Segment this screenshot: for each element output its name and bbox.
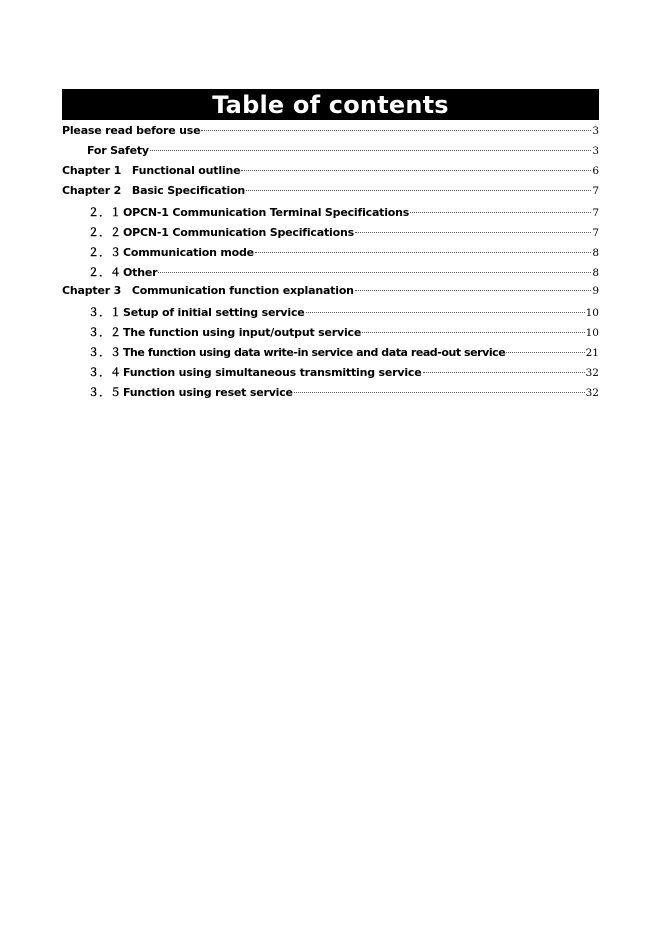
toc-entry-number: ３．１ [88, 306, 121, 319]
leader-dots [355, 289, 592, 291]
leader-dots [294, 391, 585, 393]
toc-entry[interactable] [62, 364, 599, 384]
leader-dots [150, 149, 591, 151]
leader-dots [423, 371, 585, 373]
toc-entry-page: 10 [585, 307, 599, 319]
toc-entry-label: Please read before use [62, 124, 201, 137]
toc-entry-label: Function using reset service [123, 386, 293, 399]
toc-entry[interactable] [62, 324, 599, 344]
toc-entry-number: ２．１ [88, 206, 121, 219]
toc-entry-number: ２．３ [88, 246, 121, 259]
toc-entry-number: ３．２ [88, 326, 121, 339]
toc-entry-label: Chapter 3 Communication function explanation [62, 284, 354, 297]
toc-entry-page: 8 [592, 247, 599, 259]
toc-entry-label: OPCN-1 Communication Terminal Specifications [123, 206, 410, 219]
toc-entry-page: 3 [592, 145, 599, 157]
toc-entry-label: Setup of initial setting service [123, 306, 305, 319]
toc-entry[interactable] [62, 224, 599, 244]
leader-dots [362, 331, 585, 333]
toc-entry-label: For Safety [87, 144, 149, 157]
toc-entry-page: 7 [592, 185, 599, 197]
toc-entry-label: The function using input/output service [123, 326, 362, 339]
toc-entry[interactable] [62, 184, 599, 204]
leader-dots [355, 231, 591, 233]
leader-dots [506, 351, 584, 353]
table-of-contents [62, 124, 599, 404]
toc-entry-page: 7 [592, 227, 599, 239]
toc-entry-page: 7 [592, 207, 599, 219]
toc-entry-page: 32 [585, 387, 599, 399]
toc-entry[interactable] [62, 204, 599, 224]
toc-entry-label: Other [123, 266, 158, 279]
toc-entry-label: Chapter 1 Functional outline [62, 164, 241, 177]
toc-entry-page: 9 [592, 285, 599, 297]
toc-entry-label: Communication mode [123, 246, 254, 259]
toc-entry-page: 10 [585, 327, 599, 339]
leader-dots [241, 169, 591, 171]
toc-entry[interactable] [62, 244, 599, 264]
toc-entry[interactable] [62, 264, 599, 284]
toc-entry[interactable] [62, 304, 599, 324]
toc-entry[interactable] [62, 384, 599, 404]
toc-entry[interactable] [62, 164, 599, 184]
toc-entry[interactable] [62, 344, 599, 364]
toc-entry-label: Function using simultaneous transmitting service [123, 366, 422, 379]
toc-entry-page: 32 [585, 367, 599, 379]
leader-dots [306, 311, 585, 313]
toc-entry-number: ２．４ [88, 266, 121, 279]
toc-entry-label: Chapter 2 Basic Specification [62, 184, 246, 197]
leader-dots [158, 271, 591, 273]
toc-entry-number: ２．２ [88, 226, 121, 239]
toc-entry-label: The function using data write-in service and data read-out service [123, 346, 506, 359]
toc-entry-page: 3 [592, 125, 599, 137]
toc-entry[interactable] [62, 144, 599, 164]
leader-dots [410, 211, 591, 213]
toc-entry-number: ３．３ [88, 346, 121, 359]
toc-entry-number: ３．５ [88, 386, 121, 399]
leader-dots [201, 129, 591, 131]
toc-entry-page: 21 [585, 347, 599, 359]
leader-dots [255, 251, 591, 253]
leader-dots [246, 189, 591, 191]
toc-entry-page: 8 [592, 267, 599, 279]
toc-entry[interactable] [62, 124, 599, 144]
toc-entry[interactable] [62, 284, 599, 304]
toc-entry-page: 6 [592, 165, 599, 177]
toc-entry-number: ３．４ [88, 366, 121, 379]
toc-entry-label: OPCN-1 Communication Specifications [123, 226, 354, 239]
page-title: Table of contents [62, 89, 599, 120]
